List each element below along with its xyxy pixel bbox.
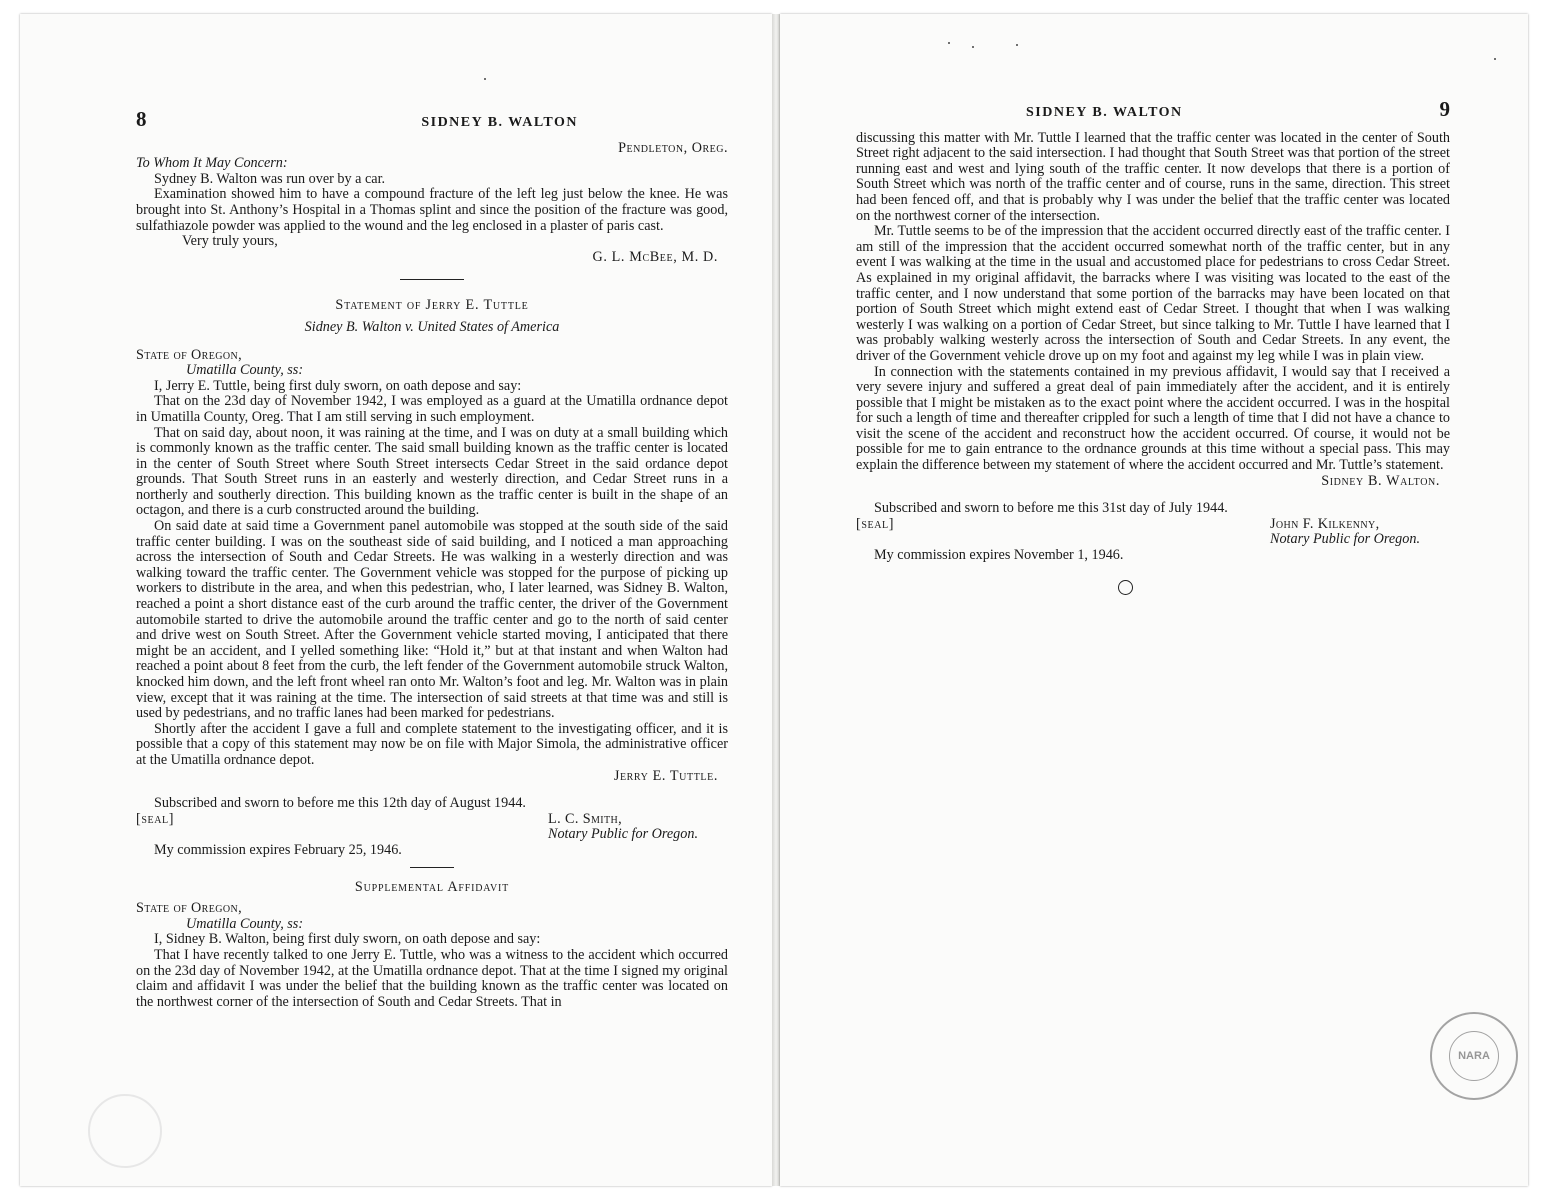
seal-label: [seal]	[136, 810, 175, 827]
print-speck	[1494, 58, 1496, 60]
left-page-text-column	[136, 107, 728, 1010]
commission-expiry: My commission expires November 1, 1946.	[874, 547, 1124, 564]
statement-paragraph: That on the 23d day of November 1942, I was employed as a guard at the Umatilla ordnance depot in Umatilla County, Oreg. That I am still serving in such employment.	[136, 393, 728, 425]
affidavit-paragraph: In connection with the statements contained in my previous affidavit, I would say that I received a very severe injury and suffered a great deal of pain immediately after the accident, and it is entirely possible that I might be mistaken as to the exact point where the accident occurred. I was in the hospital for such a length of time and thereafter crippled for such a length of time that I did not have a chance to visit the scene of the accident and reconstruct how the accident occurred. Of course, it would not be possible for me to gain entrance to the ordnance grounds at this time without a special pass. This may explain the difference between my statement of where the accident occurred and Mr. Tuttle’s statement.	[856, 363, 1450, 474]
notary-name: John F. Kilkenny,	[1270, 515, 1380, 532]
statement-paragraph: That on said day, about noon, it was raining at the time, and I was on duty at a small building which is commonly known as the traffic center. The said small building known as the traffic center is located in the center of South Street where South Street intersects Cedar Street in the said ordance depot grounds. That South Street runs in an easterly and westerly direction, and Cedar Street runs in a northerly and southerly direction. This building known as the traffic center is built in the shape of an octagon, and there is a curb constructed around the building.	[136, 424, 728, 519]
supplemental-affidavit	[136, 880, 728, 1011]
faint-library-stamp	[88, 1094, 162, 1168]
venue-county: Umatilla County, ss:	[186, 362, 304, 379]
notary-title-row	[136, 827, 728, 843]
right-page-header	[856, 97, 1450, 121]
print-speck	[948, 42, 950, 44]
notary-row	[856, 517, 1450, 533]
running-head: SIDNEY B. WALTON	[421, 115, 578, 130]
section-divider	[400, 279, 464, 280]
notary-title: Notary Public for Oregon.	[548, 826, 699, 843]
venue-county: Umatilla County, ss:	[186, 915, 304, 932]
subscribed-line: Subscribed and sworn to before me this 12th day of August 1944.	[154, 795, 526, 812]
statement-signature: Jerry E. Tuttle.	[613, 767, 718, 784]
page-number: 8	[136, 107, 147, 131]
tuttle-statement	[136, 298, 728, 858]
case-caption: Sidney B. Walton v. United States of America	[304, 318, 560, 335]
statement-paragraph: I, Jerry E. Tuttle, being first duly sworn, on oath depose and say:	[154, 377, 522, 394]
subscribed-line: Subscribed and sworn to before me this 31st day of July 1944.	[874, 500, 1228, 517]
letter-signature: G. L. McBee, M. D.	[592, 248, 718, 265]
letter-salutation: To Whom It May Concern:	[136, 155, 288, 172]
affidavit-signature: Sidney B. Walton.	[1321, 472, 1440, 489]
venue-state: State of Oregon,	[136, 900, 243, 917]
letter-paragraph: Examination showed him to have a compound fracture of the left leg just below the knee. He was brought into St. Anthony’s Hospital in a Thomas splint and since the position of the fracture was good, sulfathiazole powder was applied to the wound and the leg enclosed in a plaster of paris cast.	[136, 186, 728, 234]
page-number: 9	[1439, 97, 1450, 121]
doctor-letter	[136, 141, 728, 266]
right-page-text-column	[856, 97, 1450, 595]
statement-title: Statement of Jerry E. Tuttle	[335, 297, 529, 314]
venue-state: State of Oregon,	[136, 346, 243, 363]
notary-row	[136, 812, 728, 828]
statement-paragraph: On said date at said time a Government panel automobile was stopped at the south side of the said traffic center building. I was on the southeast side of said building, and I noticed a man approaching across the intersection of South and Cedar Streets. He was walking in a westerly direction and was walking toward the traffic center. The Government vehicle was stopped for the purpose of picking up workers to distribute in the area, and when this pedestrian, who, I later learned, was Sidney B. Walton, reached a point a short distance east of the curb around the traffic center, the driver of the Government automobile started to drive the automobile around the traffic center and go to the north of said center and drive west on South Street. After the Government vehicle started moving, I anticipated that there might be an accident, and I yelled something like: “Hold it,” but at that instant and when Walton had reached a point about 8 feet from the curb, the left fender of the Government automobile struck Walton, knocked him down, and the left front wheel ran onto Mr. Walton’s foot and leg. Mr. Walton was in plain view, except that it was raining at the time. The intersection of said streets at that time was and still is used by pedestrians, and no traffic lanes had been marked for pedestrians.	[136, 518, 728, 722]
print-speck	[1016, 44, 1018, 46]
letter-closing: Very truly yours,	[182, 233, 278, 250]
right-page	[780, 14, 1528, 1186]
notary-title: Notary Public for Oregon.	[1270, 531, 1421, 548]
stamp-center	[1449, 1031, 1499, 1081]
left-page-header	[136, 107, 728, 131]
stamp-text: NARA	[1458, 1050, 1490, 1062]
statement-paragraph: Shortly after the accident I gave a full and complete statement to the investigating officer, and it is possible that a copy of this statement may now be on file with Major Simola, the administrative officer at the Umatilla ordnance depot.	[136, 720, 728, 768]
circle-ornament-icon	[1118, 580, 1133, 595]
print-speck	[972, 46, 974, 48]
letter-paragraph: Sydney B. Walton was run over by a car.	[154, 170, 386, 187]
letter-place: Pendleton, Oreg.	[618, 139, 728, 156]
truman-library-stamp-icon	[1430, 1012, 1518, 1100]
running-head: SIDNEY B. WALTON	[1026, 105, 1183, 120]
seal-label: [seal]	[856, 515, 895, 532]
affidavit-paragraph: discussing this matter with Mr. Tuttle I learned that the traffic center was located in the center of South Street right adjacent to the said intersection. I had thought that South Street was that portion of the street running east and west and lying south of the traffic center. It now develops that there is a portion of South Street which was north of the traffic center and of course, runs in the same, direction. This street had been fenced off, and that is probably why I was under the belief that the traffic center was located on the northwest corner of the intersection.	[856, 129, 1450, 224]
affidavit-paragraph: That I have recently talked to one Jerry E. Tuttle, who was a witness to the accident which occurred on the 23d day of November 1942, at the Umatilla ordnance depot. That at the time I signed my original claim and affidavit I was under the belief that the building known as the traffic center was located on the northwest corner of the intersection of South and Cedar Streets. That in	[136, 946, 728, 1010]
commission-expiry: My commission expires February 25, 1946.	[154, 841, 402, 858]
notary-title-row	[856, 532, 1450, 548]
supplemental-title: Supplemental Affidavit	[354, 878, 510, 895]
affidavit-paragraph: I, Sidney B. Walton, being first duly sworn, on oath depose and say:	[154, 931, 541, 948]
section-divider	[410, 867, 454, 868]
book-gutter	[772, 14, 780, 1186]
notary-name: L. C. Smith,	[548, 810, 623, 827]
print-speck	[484, 78, 486, 80]
affidavit-paragraph: Mr. Tuttle seems to be of the impression that the accident occurred directly east of the traffic center. I am still of the impression that the accident occurred somewhat north of the traffic center, but in any event I was walking at the time in the usual and accustomed place for pedestrians to cross Cedar Street. As explained in my original affidavit, the barracks where I was visiting was located to the east of the traffic center, and I now understand that some portion of the barracks may have been located on that portion of South Street which might extend east of Cedar Street. I thought that when I was walking westerly I was walking on a portion of Cedar Street, but since talking to Mr. Tuttle I have learned that I was probably walking westerly across the intersection of South and Cedar Streets. In any event, the driver of the Government vehicle drove up on my foot and against my leg while I was in plain view.	[856, 223, 1450, 364]
left-page	[20, 14, 772, 1186]
